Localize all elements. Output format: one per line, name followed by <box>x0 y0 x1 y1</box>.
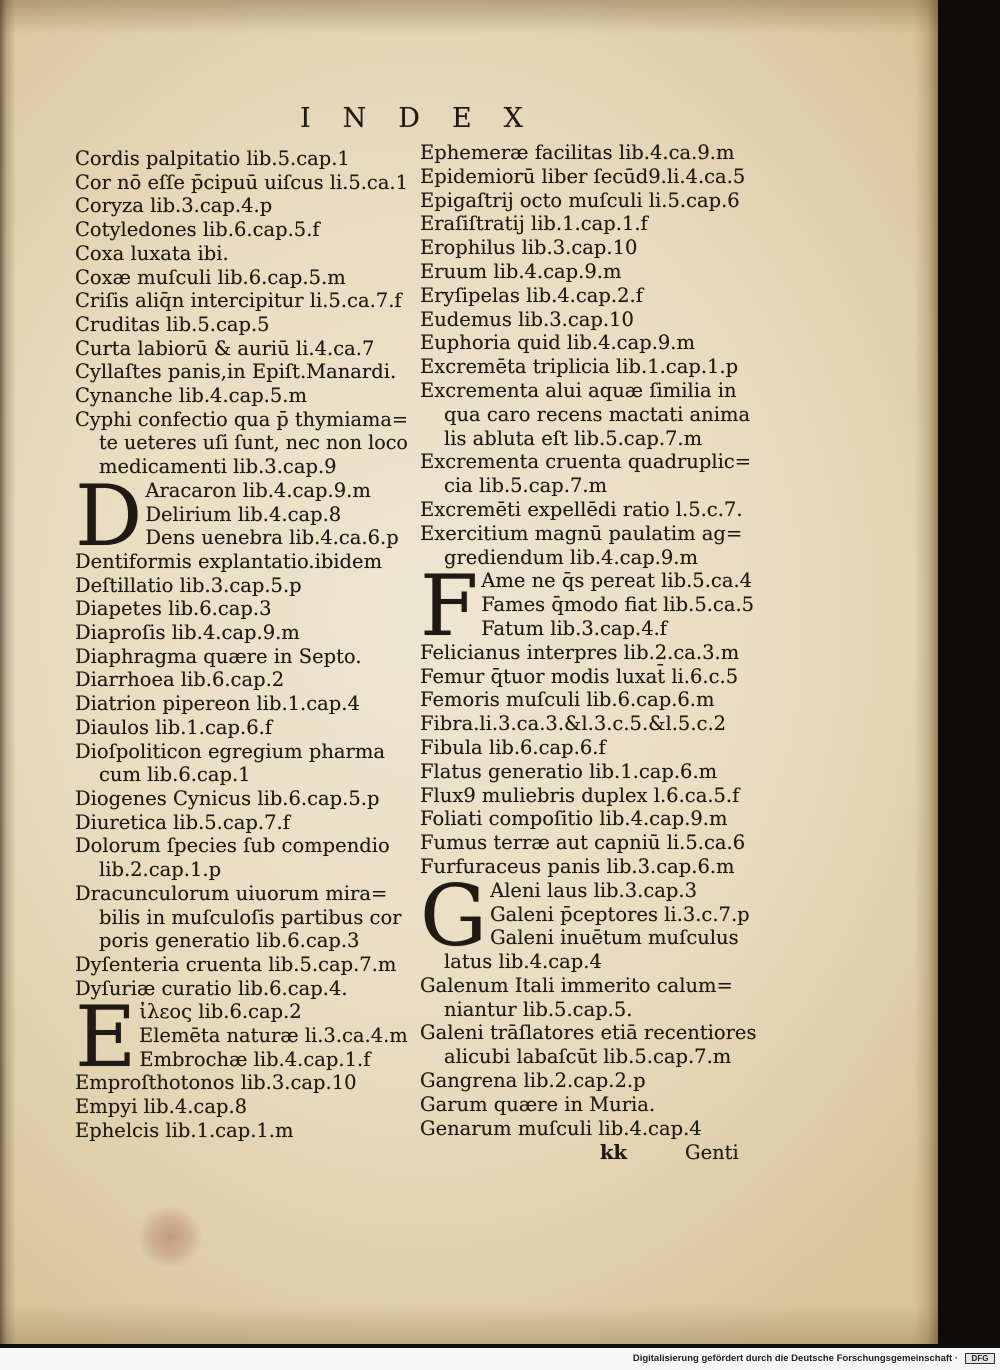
entry-text: Diogenes Cynicus lib.6.cap.5.p <box>75 786 380 810</box>
entry-text: Cyllaſtes panis,in Epiſt.Manardi. <box>75 360 397 384</box>
entry-text: cum lib.6.cap.1 <box>99 763 251 787</box>
entry-text: poris generatio lib.6.cap.3 <box>99 929 360 953</box>
index-entry <box>420 331 920 355</box>
entry-text: Diaulos lib.1.cap.6.f <box>75 715 273 739</box>
entry-line <box>420 760 920 784</box>
entry-text: Ephelcis lib.1.cap.1.m <box>75 1118 294 1142</box>
entry-line <box>420 736 920 760</box>
index-entry <box>420 212 920 236</box>
entry-line <box>420 688 920 712</box>
entry-text: Galeni inuētum muſculus <box>490 926 739 950</box>
entry-text: Eraſiſtratij lib.1.cap.1.f <box>420 212 648 236</box>
entry-continuation-line <box>420 403 920 427</box>
entry-continuation-line <box>420 950 920 974</box>
entry-text: bilis in muſculoſis partibus cor <box>99 905 402 929</box>
entry-text: Galenum Itali immerito calum= <box>420 973 733 997</box>
entry-text: Ame ne q̄s pereat lib.5.ca.4 <box>481 569 753 593</box>
entry-line <box>420 236 920 260</box>
index-entry <box>420 260 920 284</box>
entry-text: Garum quære in Muria. <box>420 1092 656 1116</box>
index-entry <box>420 855 920 879</box>
entry-text: Exercitium magnū paulatim ag= <box>420 521 743 545</box>
entry-text: Excrementa alui aquæ ſimilia in <box>420 378 737 402</box>
entry-text: Fames q̄modo fiat lib.5.ca.5 <box>481 593 755 617</box>
entry-line <box>420 712 920 736</box>
entry-text: Deſtillatio lib.3.cap.5.p <box>75 573 302 597</box>
entry-text: Dioſpoliticon egregium pharma <box>75 739 385 763</box>
index-entry <box>420 617 920 641</box>
entry-text: Femoris muſculi lib.6.cap.6.m <box>420 688 715 712</box>
index-entry <box>420 879 920 903</box>
index-entry <box>420 284 920 308</box>
entry-text: Genarum muſculi lib.4.cap.4 <box>420 1116 702 1140</box>
entry-text: Fumus terræ aut capniū li.5.ca.6 <box>420 831 746 855</box>
catchword: Genti <box>685 1141 739 1164</box>
index-entry <box>420 498 920 522</box>
index-entry <box>420 1093 920 1117</box>
index-entry <box>420 593 920 617</box>
dfg-logo: DFG <box>965 1353 995 1364</box>
entry-text: Erophilus lib.3.cap.10 <box>420 236 638 260</box>
entry-line <box>420 641 920 665</box>
entry-text: Dyſenteria cruenta lib.5.cap.7.m <box>75 952 397 976</box>
entry-text: Emproſthotonos lib.3.cap.10 <box>75 1071 357 1095</box>
entry-line <box>420 617 920 641</box>
index-entry <box>420 379 920 450</box>
entry-text: Dyſuriæ curatio lib.6.cap.4. <box>75 976 348 1000</box>
entry-text: Eruum lib.4.cap.9.m <box>420 259 622 283</box>
index-entry <box>420 974 920 1022</box>
index-entry <box>420 236 920 260</box>
index-entry <box>420 760 920 784</box>
entry-text: Galeni trāſlatores etiā recentiores <box>420 1021 757 1045</box>
entry-text: Cotyledones lib.6.cap.5.f <box>75 218 320 242</box>
entry-line <box>420 212 920 236</box>
entry-text: Embrochæ lib.4.cap.1.f <box>139 1047 371 1071</box>
entry-text: Dracunculorum uiuorum mira= <box>75 881 388 905</box>
index-entry <box>420 522 920 570</box>
entry-text: Diaproſis lib.4.cap.9.m <box>75 621 300 645</box>
entry-text: Diatrion pipereon lib.1.cap.4 <box>75 692 360 716</box>
index-entry <box>420 569 920 593</box>
index-entry <box>420 784 920 808</box>
signature-mark: kk <box>600 1141 628 1164</box>
index-entry <box>420 665 920 689</box>
entry-text: Galeni p̄ceptores li.3.c.7.p <box>490 902 750 926</box>
index-entry <box>420 641 920 665</box>
entry-line <box>420 308 920 332</box>
entry-text: Fatum lib.3.cap.4.f <box>481 616 668 640</box>
entry-text: Epidemiorū liber ſecūd9.li.4.ca.5 <box>420 164 746 188</box>
entry-line <box>420 926 920 950</box>
entry-text: Curta labiorū & auriū li.4.ca.7 <box>75 336 375 360</box>
entry-continuation-line <box>420 998 920 1022</box>
entry-line <box>420 569 920 593</box>
entry-line <box>420 855 920 879</box>
page-title: INDEX <box>300 103 555 134</box>
entry-line <box>420 665 920 689</box>
entry-text: Elemēta naturæ li.3.ca.4.m <box>139 1024 409 1048</box>
entry-text: Delirium lib.4.cap.8 <box>145 502 342 526</box>
index-entry <box>420 1069 920 1093</box>
entry-line <box>420 522 920 546</box>
entry-text: Dolorum ſpecies ſub compendio <box>75 834 390 858</box>
entry-line <box>420 1021 920 1045</box>
entry-text: Femur q̄tuor modis luxat̄ li.6.c.5 <box>420 664 739 688</box>
index-entry <box>420 165 920 189</box>
entry-line <box>420 831 920 855</box>
entry-text: Eryſipelas lib.4.cap.2.f <box>420 283 643 307</box>
entry-line <box>420 879 920 903</box>
entry-text: Aleni laus lib.3.cap.3 <box>490 878 697 902</box>
entry-text: Fibula lib.6.cap.6.f <box>420 735 606 759</box>
entry-text: grediendum lib.4.cap.9.m <box>444 545 698 569</box>
entry-text: Cyphi confectio qua p̄ thymiama= <box>75 407 409 431</box>
index-entry <box>420 712 920 736</box>
entry-text: Diaphragma quære in Septo. <box>75 644 362 668</box>
entry-text: Cruditas lib.5.cap.5 <box>75 312 270 336</box>
index-entry <box>420 189 920 213</box>
entry-text: Diarrhoea lib.6.cap.2 <box>75 668 285 692</box>
entry-text: alicubi labaſcūt lib.5.cap.7.m <box>444 1045 732 1069</box>
entry-text: Eudemus lib.3.cap.10 <box>420 307 634 331</box>
entry-text: qua caro recens mactati anima <box>444 402 751 426</box>
entry-text: Epigaſtrij octo muſculi li.5.cap.6 <box>420 188 740 212</box>
entry-line <box>420 355 920 379</box>
entry-text: Excremēta triplicia lib.1.cap.1.p <box>420 355 739 379</box>
index-entry <box>420 831 920 855</box>
entry-line <box>420 593 920 617</box>
entry-text: Foliati compoſitio lib.4.cap.9.m <box>420 807 728 831</box>
entry-text: Diuretica lib.5.cap.7.f <box>75 810 290 834</box>
entry-text: Ephemeræ facilitas lib.4.ca.9.m <box>420 141 735 164</box>
index-section <box>420 141 920 569</box>
entry-line <box>420 1117 920 1141</box>
entry-line <box>420 974 920 998</box>
index-entry <box>420 903 920 927</box>
entry-text: niantur lib.5.cap.5. <box>444 997 633 1021</box>
entry-text: Dens uenebra lib.4.ca.6.p <box>145 526 399 550</box>
entry-text: Empyi lib.4.cap.8 <box>75 1095 248 1119</box>
entry-text: Euphoria quid lib.4.cap.9.m <box>420 331 695 355</box>
entry-text: lis abluta eſt lib.5.cap.7.m <box>444 426 703 450</box>
entry-continuation-line <box>420 427 920 451</box>
initial-letter: G <box>420 866 488 965</box>
entry-text: Felicianus interpres lib.2.ca.3.m <box>420 640 740 664</box>
entry-text: Coxæ muſculi lib.6.cap.5.m <box>75 265 346 289</box>
index-entry <box>420 355 920 379</box>
entry-line <box>420 784 920 808</box>
entry-text: Flatus generatio lib.1.cap.6.m <box>420 759 718 783</box>
entry-text: Flux9 muliebris duplex l.6.ca.5.f <box>420 783 740 807</box>
entry-continuation-line <box>420 474 920 498</box>
entry-line <box>420 903 920 927</box>
entry-line <box>420 331 920 355</box>
entry-line <box>420 498 920 522</box>
entry-text: Excremēti expellēdi ratio l.5.c.7. <box>420 497 743 521</box>
entry-text: Diapetes lib.6.cap.3 <box>75 597 272 621</box>
entry-text: medicamenti lib.3.cap.9 <box>99 455 337 479</box>
index-entry <box>420 736 920 760</box>
index-entry <box>420 926 920 974</box>
entry-line <box>420 379 920 403</box>
entry-text: Gangrena lib.2.cap.2.p <box>420 1069 646 1093</box>
entry-line <box>420 1093 920 1117</box>
index-entry <box>420 450 920 498</box>
entry-text: Excrementa cruenta quadruplic= <box>420 450 752 474</box>
entry-line <box>420 165 920 189</box>
index-entry <box>420 807 920 831</box>
initial-letter: E <box>75 988 137 1087</box>
entry-text: latus lib.4.cap.4 <box>444 950 602 974</box>
entry-text: Dentiformis explantatio.ibidem <box>75 549 383 573</box>
index-entry <box>420 308 920 332</box>
index-entry <box>420 141 920 165</box>
entry-text: Aracaron lib.4.cap.9.m <box>145 478 371 502</box>
entry-line <box>420 450 920 474</box>
entry-text: Coryza lib.3.cap.4.p <box>75 194 273 218</box>
entry-text: Fibra.li.3.ca.3.&l.3.c.5.&l.5.c.2 <box>420 712 727 736</box>
ink-stain <box>138 1206 202 1268</box>
entry-line <box>420 807 920 831</box>
entry-text: Criſis aliq̄n intercipitur li.5.ca.7.f <box>75 289 402 313</box>
entry-text: te ueteres uſi ſunt, nec non loco <box>99 431 408 455</box>
entry-text: cia lib.5.cap.7.m <box>444 474 608 498</box>
digitization-banner <box>0 1348 1000 1370</box>
index-entry <box>420 688 920 712</box>
initial-letter: F <box>420 557 479 656</box>
entry-text: Cynanche lib.4.cap.5.m <box>75 384 307 408</box>
entry-text: ἰλεος lib.6.cap.2 <box>139 1000 302 1024</box>
entry-continuation-line <box>420 1045 920 1069</box>
entry-text: Coxa luxata ibi. <box>75 241 229 265</box>
entry-continuation-line <box>420 546 920 570</box>
initial-letter: D <box>75 466 143 565</box>
index-entry <box>420 1021 920 1069</box>
entry-line <box>420 1069 920 1093</box>
entry-line <box>420 260 920 284</box>
index-column-right <box>420 141 920 1140</box>
entry-text: lib.2.cap.1.p <box>99 858 222 882</box>
entry-line <box>420 284 920 308</box>
index-entry <box>420 1117 920 1141</box>
entry-text: Cordis palpitatio lib.5.cap.1 <box>75 147 350 170</box>
funding-credit: Digitalisierung gefördert durch die Deutsche Forschungsgemeinschaft · <box>632 1353 958 1364</box>
entry-text: Furfuraceus panis lib.3.cap.6.m <box>420 854 735 878</box>
entry-line <box>420 141 920 165</box>
entry-text: Cor nō eſſe p̄cipuū uiſcus li.5.ca.1 <box>75 170 408 194</box>
entry-line <box>420 189 920 213</box>
